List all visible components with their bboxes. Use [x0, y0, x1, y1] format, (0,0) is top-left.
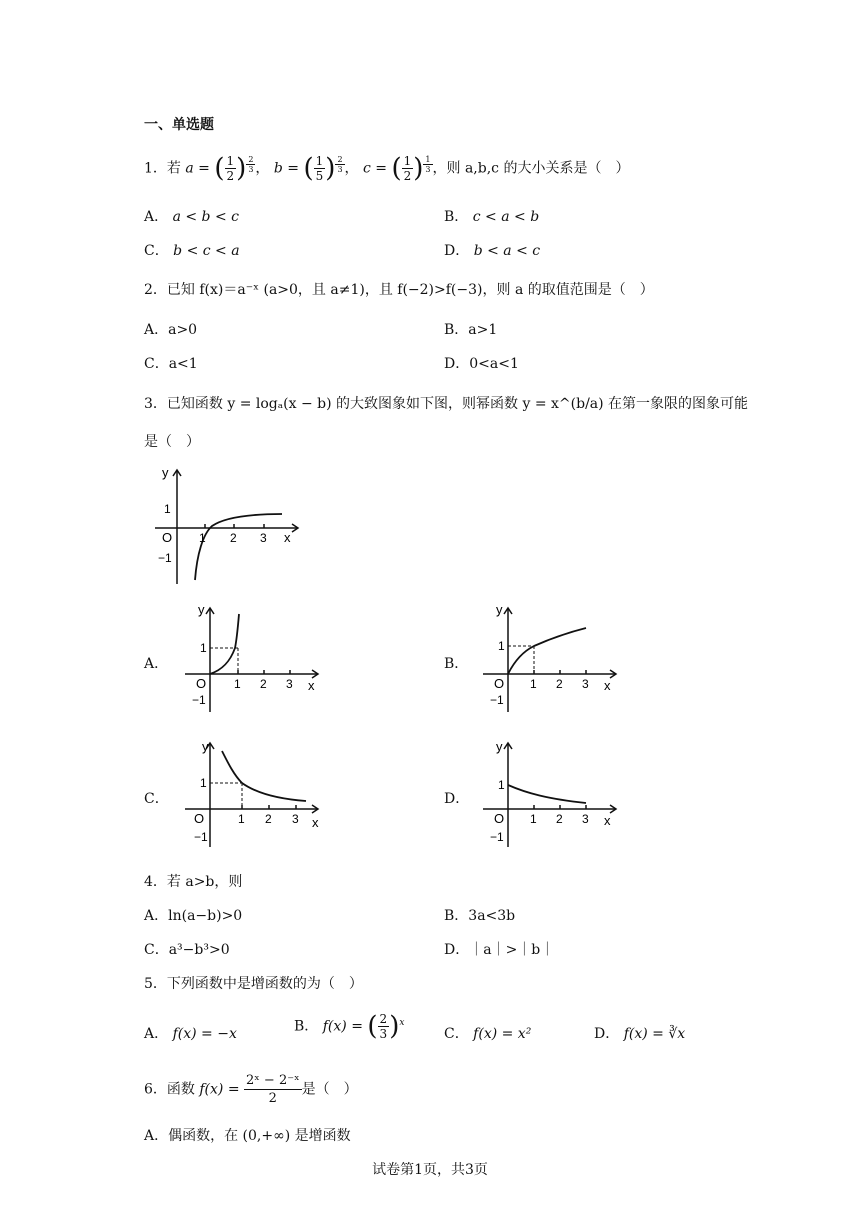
svg-text:O: O — [494, 676, 505, 691]
svg-text:2: 2 — [230, 531, 237, 545]
svg-text:O: O — [494, 811, 505, 826]
svg-text:−1: −1 — [490, 693, 504, 707]
svg-text:1: 1 — [530, 677, 537, 691]
svg-text:−1: −1 — [192, 693, 206, 707]
q1-option-c[interactable]: C． b < c < a — [144, 243, 240, 259]
svg-text:−1: −1 — [158, 551, 172, 565]
q3-main-graph — [150, 462, 310, 587]
question-4: 4．若 a>b，则 — [144, 874, 243, 890]
q5-option-a[interactable]: A． f(x) = −x — [144, 1026, 237, 1042]
svg-text:1: 1 — [234, 677, 241, 691]
svg-text:y: y — [496, 739, 503, 754]
svg-text:y: y — [162, 465, 169, 480]
q2-option-a[interactable]: A．a>0 — [144, 322, 198, 338]
question-5: 5．下列函数中是增函数的为（ ） — [144, 976, 363, 992]
q5-option-c[interactable]: C． f(x) = x² — [444, 1026, 532, 1042]
page-footer: 试卷第1页，共3页 — [372, 1162, 488, 1178]
svg-text:−1: −1 — [490, 830, 504, 844]
svg-text:3: 3 — [260, 531, 267, 545]
svg-text:2: 2 — [556, 812, 563, 826]
q1-option-d[interactable]: D． b < a < c — [444, 243, 541, 259]
q3-option-a[interactable]: A． — [144, 656, 169, 672]
svg-text:1: 1 — [498, 639, 505, 653]
svg-text:1: 1 — [199, 531, 206, 545]
svg-text:x: x — [308, 678, 315, 693]
q3-option-d[interactable]: D． — [444, 791, 470, 807]
svg-text:1: 1 — [164, 502, 171, 516]
question-1: 1．若 a = ( $\frac{1}{2}$ ) $^{\frac{2}{3}}$ ， b = ( $\frac{1}{5}$ ) $^{\frac{2}{3}}$ ， c = ( $\frac{1}{2}$ ) $^{\frac{1}{3}}$ ，则 a,b,c 的大小关系是（ ） — [144, 153, 630, 184]
svg-text:2: 2 — [260, 677, 267, 691]
q1-option-b[interactable]: B． c < a < b — [444, 209, 540, 225]
svg-text:3: 3 — [582, 677, 589, 691]
svg-text:y: y — [496, 602, 503, 617]
q1-var-c: c — [362, 160, 371, 177]
question-3-line2: 是（ ） — [144, 434, 200, 450]
svg-text:1: 1 — [530, 812, 537, 826]
q3-option-c[interactable]: C． — [144, 791, 169, 807]
svg-text:1: 1 — [498, 778, 505, 792]
svg-text:−1: −1 — [194, 830, 208, 844]
q4-option-b[interactable]: B．3a<3b — [444, 908, 516, 924]
svg-text:1: 1 — [200, 641, 207, 655]
q3-option-a-graph[interactable] — [180, 600, 330, 715]
q6-option-a[interactable]: A．偶函数，在 (0,+∞) 是增函数 — [144, 1128, 351, 1144]
question-2: 2．已知 f(x)＝a⁻ˣ (a>0，且 a≠1)，且 f(−2)>f(−3)，则 a 的取值范围是（ ） — [144, 282, 654, 298]
svg-text:2: 2 — [265, 812, 272, 826]
q1-var-b: b — [273, 160, 283, 177]
q2-option-c[interactable]: C．a<1 — [144, 356, 198, 372]
question-6: 6．函数 f(x) = $\frac{\text{2ˣ − 2⁻ˣ}}{2}$ 是（ ） — [144, 1073, 358, 1106]
svg-text:y: y — [198, 602, 205, 617]
svg-text:x: x — [312, 815, 319, 830]
section-title: 一、单选题 — [144, 117, 214, 133]
q4-option-d[interactable]: D．｜a｜>｜b｜ — [444, 942, 555, 958]
svg-text:O: O — [196, 676, 207, 691]
q1-var-a: a — [185, 160, 194, 177]
q5-option-b[interactable]: B． f(x) = ( $\frac{2}{3}$ )$^x$ — [294, 1011, 405, 1042]
q3-option-b-graph[interactable] — [478, 600, 628, 715]
svg-text:x: x — [604, 813, 611, 828]
q3-option-b[interactable]: B． — [444, 656, 469, 672]
svg-text:3: 3 — [292, 812, 299, 826]
q1-prefix: 若 — [166, 160, 181, 177]
q2-option-b[interactable]: B．a>1 — [444, 322, 498, 338]
svg-text:1: 1 — [238, 812, 245, 826]
svg-text:3: 3 — [286, 677, 293, 691]
q3-option-d-graph[interactable] — [478, 735, 628, 850]
svg-text:3: 3 — [582, 812, 589, 826]
q1-suffix: ，则 a,b,c 的大小关系是（ ） — [432, 160, 630, 177]
svg-text:O: O — [194, 811, 205, 826]
q3-option-c-graph[interactable] — [180, 735, 330, 850]
svg-text:2: 2 — [556, 677, 563, 691]
q4-option-a[interactable]: A．ln(a−b)>0 — [144, 908, 243, 924]
q5-option-d[interactable]: D． f(x) = ∛x — [594, 1026, 686, 1042]
svg-text:x: x — [284, 530, 291, 545]
svg-text:x: x — [604, 678, 611, 693]
question-3-line1: 3．已知函数 y = logₐ(x − b) 的大致图象如下图，则幂函数 y = x^(b/a) 在第一象限的图象可能 — [144, 396, 749, 412]
svg-text:O: O — [162, 530, 173, 545]
q2-option-d[interactable]: D．0<a<1 — [444, 356, 519, 372]
svg-text:1: 1 — [200, 776, 207, 790]
svg-text:y: y — [202, 739, 209, 754]
q1-option-a[interactable]: A． a < b < c — [144, 209, 239, 225]
q1-number: 1． — [144, 160, 167, 177]
q4-option-c[interactable]: C．a³−b³>0 — [144, 942, 230, 958]
